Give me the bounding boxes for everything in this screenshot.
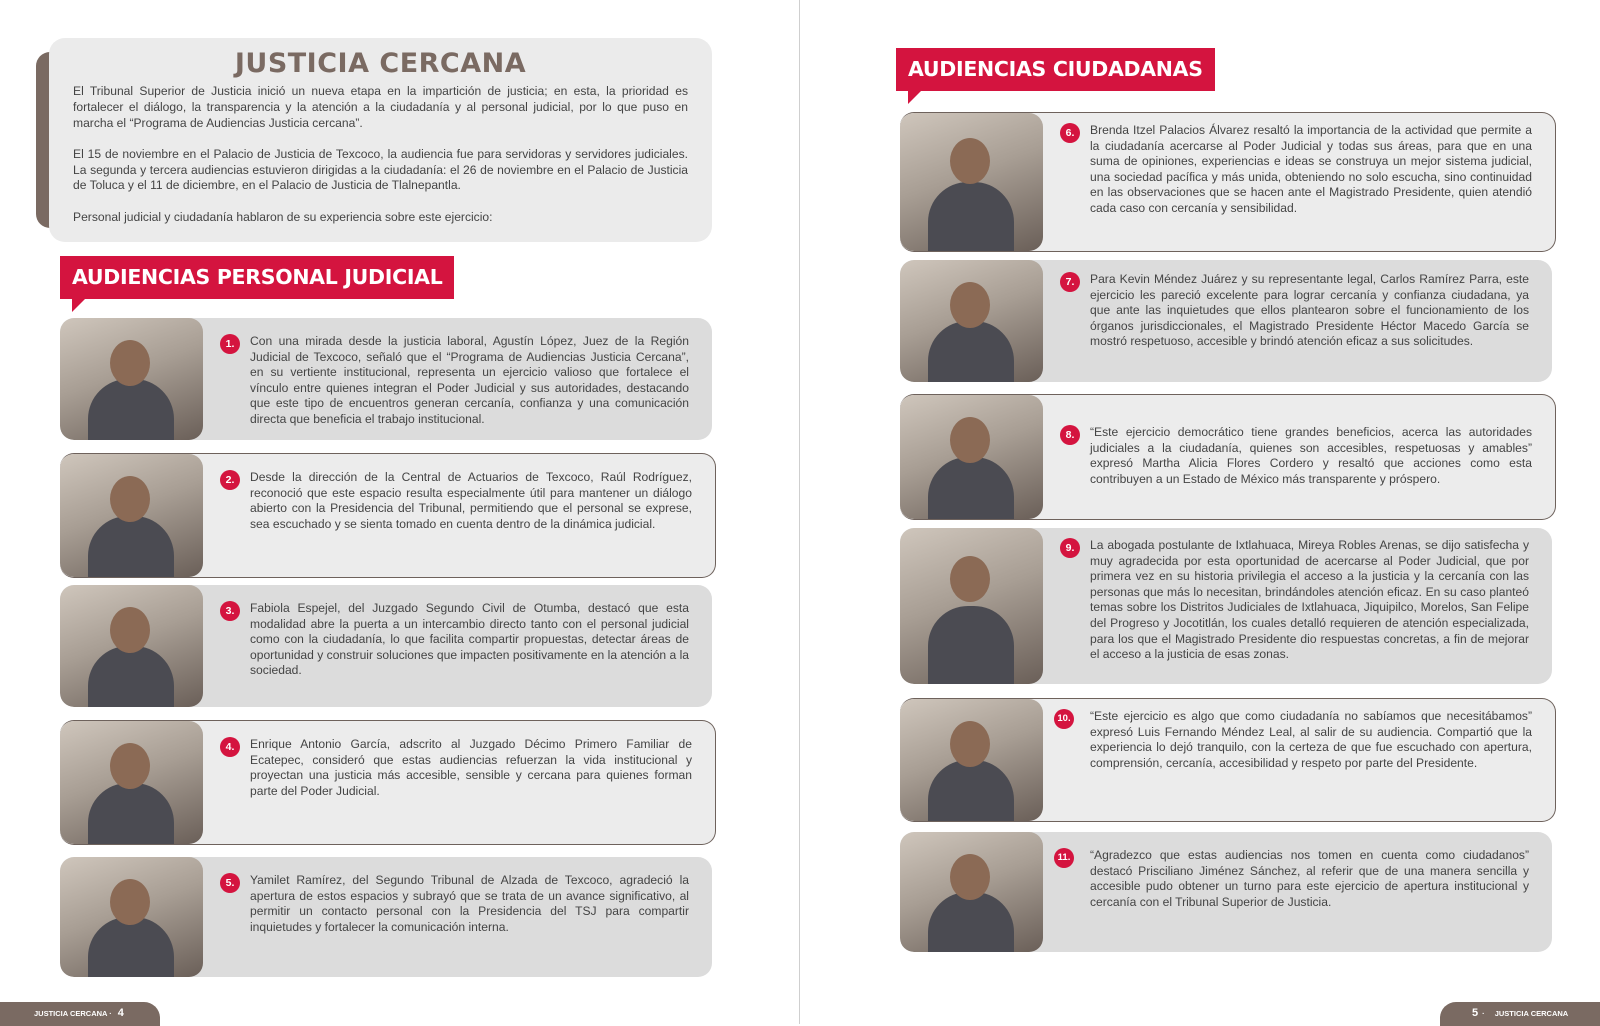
person-figure	[88, 379, 174, 440]
testimonial-text: Con una mirada desde la justicia laboral, Agustín López, Juez de la Región Judicial de Texcoco, señaló que el “Programa de Audiencias Justicia Cercana”, en su vertiente institucional, representa un ejercicio valioso que fortalece el vínculo entre quienes integran el Poder Judicial y sus autoridades, destacando que este tipo de encuentros generan cercanía, confianza y una comunicación directa que beneficia el trabajo institucional.	[250, 334, 689, 426]
testimonial-text: Brenda Itzel Palacios Álvarez resaltó la importancia de la actividad que permite a la ciudadanía acercarse al Poder Judicial y todas sus áreas, para que en una suma de opiniones, experiencias e ideas se construya un mejor sistema judicial, una sociedad pacífica y más unida, obteniendo no solo escucha, sino continuidad en las observaciones que se hacen ante el Magistrado Presidente, quien atendió cada caso con cercanía y sensibilidad.	[1090, 123, 1532, 215]
speaker-photo	[60, 585, 203, 707]
intro-box	[49, 38, 712, 242]
page-number: 4	[117, 1007, 124, 1019]
speaker-photo	[60, 721, 203, 844]
page-gutter	[799, 0, 800, 1024]
person-head	[950, 556, 990, 602]
testimonial-card	[900, 832, 1552, 952]
person-figure	[928, 760, 1014, 821]
person-figure	[928, 892, 1014, 952]
testimonial-text: Para Kevin Méndez Juárez y su representante legal, Carlos Ramírez Parra, este ejercicio les pareció excelente para lograr cercanía y confianza ciudadana, ya que ante las inquietudes que ellos plantearon sobre el funcionamiento de los órganos jurisdiccionales, el Magistrado Presidente Héctor Macedo García se mostró respetuoso, accesible y brindó atención eficaz a sus solicitudes.	[1090, 272, 1529, 349]
person-head	[110, 743, 150, 789]
person-head	[950, 721, 990, 767]
person-head	[950, 854, 990, 900]
person-head	[110, 879, 150, 925]
testimonial-text: Enrique Antonio García, adscrito al Juzgado Décimo Primero Familiar de Ecatepec, consideró que estas audiencias refuerzan la vida institucional y proyectan una justicia más accesible, sensible y cercana para quienes forman parte del Poder Judicial.	[250, 737, 692, 798]
testimonial-text: Yamilet Ramírez, del Segundo Tribunal de Alzada de Texcoco, agradeció la apertura de estos espacios y subrayó que se trata de un avance significativo, al permitir un contacto personal con la Presidencia del TSJ para compartir inquietudes y fortalecer la comunicación interna.	[250, 873, 689, 934]
number-badge: 1.	[220, 334, 240, 354]
speaker-photo	[900, 395, 1043, 519]
testimonial-card	[60, 453, 716, 578]
number-badge: 8.	[1060, 425, 1080, 445]
speaker-photo	[60, 454, 203, 577]
testimonial-card	[900, 528, 1552, 684]
person-figure	[928, 606, 1014, 684]
person-head	[950, 282, 990, 328]
person-figure	[928, 321, 1014, 382]
testimonial-card	[900, 698, 1556, 822]
speaker-photo	[900, 113, 1043, 251]
person-figure	[928, 182, 1014, 251]
person-head	[110, 340, 150, 386]
testimonial-card	[60, 857, 712, 977]
person-figure	[88, 917, 174, 977]
number-badge: 5.	[220, 873, 240, 893]
intro-paragraph: Personal judicial y ciudadanía hablaron de su experiencia sobre este ejercicio:	[73, 209, 493, 224]
testimonial-text: Fabiola Espejel, del Juzgado Segundo Civil de Otumba, destacó que esta modalidad abre la puerta a un intercambio directo tanto con el personal judicial como con la ciudadanía, lo que facilita compartir propuestas, detectar áreas de oportunidad y construir soluciones que impacten positivamente en la atención a la sociedad.	[250, 601, 690, 678]
number-badge: 6.	[1060, 123, 1080, 143]
person-figure	[88, 646, 174, 707]
page-title: JUSTICIA CERCANA	[234, 48, 527, 79]
testimonial-text: Desde la dirección de la Central de Actuarios de Texcoco, Raúl Rodríguez, reconoció que este espacio resulta especialmente útil para mantener un diálogo abierto con la Presidencia del Tribunal, permitiendo que el personal se exprese, sea escuchado y se sienta tomado en cuenta dentro de la dinámica judicial.	[250, 470, 692, 531]
speaker-photo	[900, 260, 1043, 382]
number-badge: 9.	[1060, 538, 1080, 558]
footer-right: 5 · JUSTICIA CERCANA	[1440, 1002, 1600, 1026]
speaker-photo	[900, 528, 1043, 684]
speaker-photo	[900, 699, 1043, 821]
number-badge: 2.	[220, 470, 240, 490]
person-figure	[88, 516, 174, 578]
number-badge: 10.	[1054, 709, 1074, 729]
testimonial-card	[60, 585, 712, 707]
intro-paragraph: El Tribunal Superior de Justicia inició un nueva etapa en la impartición de justicia; en esta, la prioridad es fortalecer el diálogo, la transparencia y la atención a la ciudadanía y al personal judicial, por lo que puso en marcha el “Programa de Audiencias Justicia cercana”.	[73, 84, 688, 130]
section-banner-audiencias-ciudadanas: AUDIENCIAS CIUDADANAS	[896, 48, 1215, 91]
section-banner-personal-judicial: AUDIENCIAS PERSONAL JUDICIAL	[60, 256, 454, 299]
number-badge: 3.	[220, 601, 240, 621]
number-badge: 4.	[220, 737, 240, 757]
footer-label: JUSTICIA CERCANA	[34, 1009, 108, 1018]
testimonial-text: “Agradezco que estas audiencias nos tomen en cuenta como ciudadanos” destacó Prisciliano Jiménez Sánchez, al referir que de una manera sencilla y accesible pudo obtener un turno para este ejercicio de apertura institucional y cercanía con el Tribunal Superior de Justicia.	[1090, 848, 1529, 909]
speaker-photo	[60, 857, 203, 977]
testimonial-text: “Este ejercicio democrático tiene grandes beneficios, acerca las autoridades judiciales a la ciudadanía, quienes son accesibles, respetuosas y amables” expresó Martha Alicia Flores Cordero y resaltó que acciones como esta contribuyen a un Estado de México más transparente y próspero.	[1090, 425, 1532, 486]
page-number: 5	[1472, 1007, 1479, 1019]
testimonial-card	[60, 318, 712, 440]
speaker-photo	[900, 832, 1043, 952]
number-badge: 11.	[1054, 848, 1074, 868]
person-head	[110, 607, 150, 653]
testimonial-text: “Este ejercicio es algo que como ciudadanía no sabíamos que necesitábamos” expresó Luis Fernando Méndez Leal, al salir de su audiencia. Compartió que la experiencia lo dejó tranquilo, con la certeza de que fue escuchado con apertura, comprensión, cercanía, accesibilidad y respeto por parte del Presidente.	[1090, 709, 1532, 770]
person-figure	[88, 783, 174, 845]
intro-paragraph: El 15 de noviembre en el Palacio de Justicia de Texcoco, la audiencia fue para servidoras y servidores judiciales. La segunda y tercera audiencias estuvieron dirigidas a la ciudadanía: el 26 de noviembre en el Palacio de Justicia de Toluca y el 11 de diciembre, en el Palacio de Justicia de Tlalnepantla.	[73, 146, 688, 193]
testimonial-card	[900, 260, 1552, 382]
person-head	[950, 417, 990, 463]
testimonial-card	[900, 394, 1556, 520]
testimonial-card	[60, 720, 716, 845]
number-badge: 7.	[1060, 272, 1080, 292]
footer-left: JUSTICIA CERCANA · 4	[0, 1002, 160, 1026]
person-figure	[928, 457, 1014, 519]
speaker-photo	[60, 318, 203, 440]
person-head	[110, 476, 150, 522]
testimonial-text: La abogada postulante de Ixtlahuaca, Mireya Robles Arenas, se dijo satisfecha y muy agradecida por esta oportunidad de acercarse al Poder Judicial, que por primera vez en su historia privilegia el acceso a la justicia y la cercanía con las personas que más lo necesitan, brindándoles atención eficaz. En su caso planteó temas sobre los Distritos Judiciales de Ixtlahuaca, Jiquipilco, Morelos, San Felipe del Progreso y Jocotitlán, los cuales detalló requieren de atención especializada, para los que el Magistrado Presidente dio respuestas concretas, a fin de mejorar el acceso a la justicia de esas zonas.	[1090, 538, 1529, 662]
testimonial-card	[900, 112, 1556, 252]
footer-label: JUSTICIA CERCANA	[1494, 1009, 1569, 1018]
person-head	[950, 138, 990, 184]
